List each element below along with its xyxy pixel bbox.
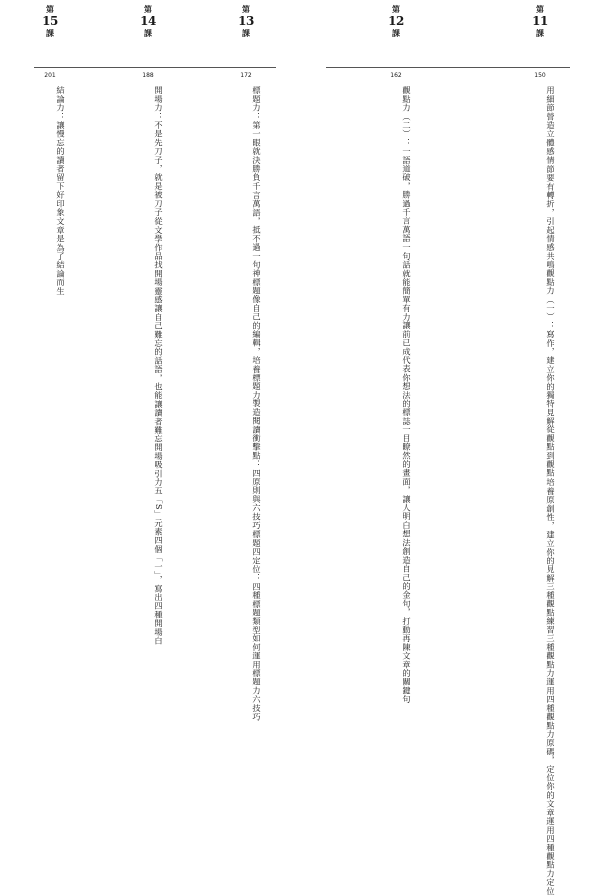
lesson-suffix: 課 [144,28,152,38]
toc-entry[interactable]: 三種觀點練習 [546,581,556,635]
left-page [0,0,300,722]
lesson-number: 11 [532,14,548,28]
toc-entry[interactable]: 四種觀點力原碼，定位你的文章 [546,695,556,817]
entry-list [546,86,557,895]
horizontal-rule [326,67,570,68]
lesson-prefix: 第 [46,4,54,14]
entry-list [402,86,413,704]
toc-entry[interactable]: 用細節營造立體感 [546,86,556,156]
lesson-number: 15 [42,14,58,28]
lesson-suffix: 課 [242,28,250,38]
toc-entry[interactable]: 千言萬語，抵不過一句神標題 [252,181,262,295]
lesson-heading [128,4,168,38]
right-page [300,0,600,895]
lesson-prefix: 第 [242,4,250,14]
toc-entry[interactable]: 從文學作品找開場靈感 [154,216,164,304]
lesson-suffix: 課 [392,28,400,38]
toc-entry[interactable]: 開場吸引力五「S」元素 [154,442,164,536]
lesson-heading [226,4,266,38]
toc-entry[interactable]: 標題力：第一眼就決勝負 [252,86,262,182]
lesson-prefix: 第 [392,4,400,14]
lesson-heading [376,4,416,38]
lesson-number: 14 [140,14,156,28]
toc-entry[interactable]: 觀點力（二）：一語道破，勝過千言萬語 [402,86,412,243]
toc-entry[interactable]: 文章是為了結論而生 [56,216,66,295]
lesson-number: 13 [238,14,254,28]
toc-entry[interactable]: 情節要有轉折，引起情感共鳴 [546,155,556,269]
toc-entry[interactable]: 觀點力（一）：寫作，建立你的獨特見解 [546,268,556,426]
toc-entry[interactable]: 培養原創性，建立你的見解 [546,477,556,582]
page-number: 150 [534,72,546,79]
toc-entry[interactable]: 創造自己的金句，打動再陳文章的關鍵句 [402,547,412,704]
toc-entry[interactable]: 讓前已成代表你想法的標誌 [402,320,412,426]
horizontal-rule [34,67,276,68]
toc-entry[interactable]: 標題四定位：四種標題類型 [252,529,262,635]
toc-entry[interactable]: 如何運用標題力六技巧 [252,634,262,722]
toc-entry[interactable]: 像自己的編輯，培養標題力 [252,294,262,400]
toc-entry[interactable]: 三種觀點力運用 [546,634,556,696]
lesson-number: 12 [388,14,404,28]
page-number: 172 [240,72,252,79]
toc-entry[interactable]: 一句話就能簡單有力 [402,242,412,321]
entry-list [56,86,67,295]
toc-entry[interactable]: 四個「一」，寫出四種開場白 [154,535,164,645]
toc-entry[interactable]: 製造閱讀衝擊點：四原則與六技巧 [252,399,262,530]
page-number: 201 [44,72,56,79]
entry-list [252,86,263,721]
toc-entry[interactable]: 結論力：讓慢忘的讀者留下好印象 [56,86,66,217]
lesson-suffix: 課 [46,28,54,38]
lesson-prefix: 第 [144,4,152,14]
page-number: 162 [390,72,402,79]
lesson-prefix: 第 [536,4,544,14]
lesson-heading [520,4,560,38]
page-number: 188 [142,72,154,79]
entry-list [154,86,165,645]
toc-entry[interactable]: 一目瞭然的畫面，讓人明白想法 [402,425,412,548]
toc-entry[interactable]: 從觀點到觀點 [546,425,556,478]
toc-entry[interactable]: 讓自己難忘的話語，也能讓讀者難忘 [154,303,164,443]
toc-entry[interactable]: 開場力：不是先刀子，就是被刀子 [154,86,164,217]
toc-entry[interactable]: 運用四種觀點力定位 [546,816,556,895]
lesson-heading [30,4,70,38]
lesson-suffix: 課 [536,28,544,38]
